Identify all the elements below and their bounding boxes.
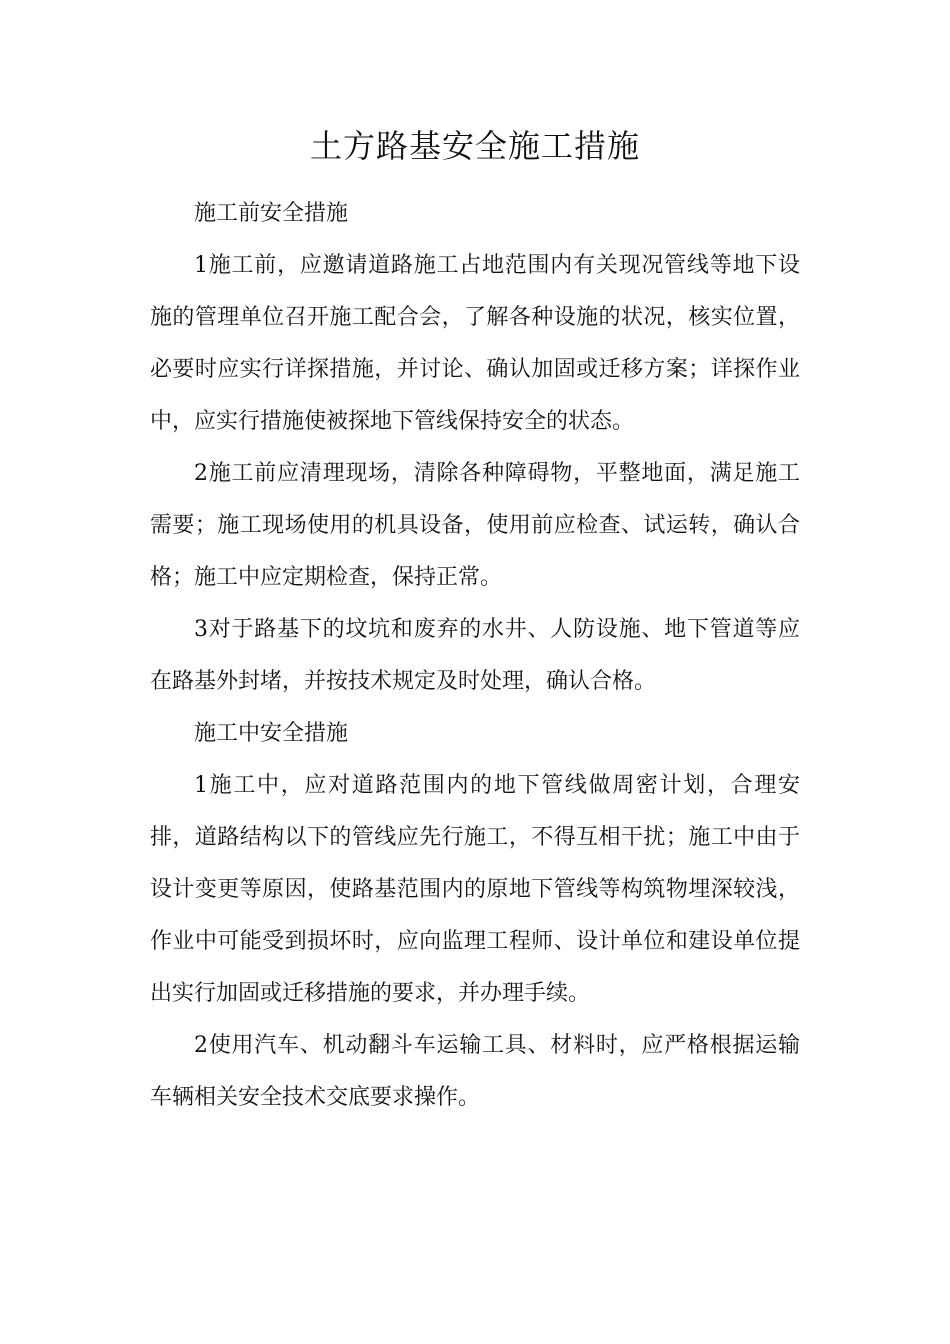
paragraph: 1施工前，应邀请道路施工占地范围内有关现况管线等地下设施的管理单位召开施工配合会，了解各种设施的状况，核实位置，必要时应实行详探措施，并讨论、确认加固或迁移方案；详探作业中，应实行措施使被探地下管线保持安全的状态。	[150, 253, 800, 434]
document-title: 土方路基安全施工措施	[309, 127, 640, 165]
section-heading-during-construction: 施工中安全措施	[194, 721, 349, 746]
paragraph: 1施工中，应对道路范围内的地下管线做周密计划，合理安排，道路结构以下的管线应先行施工，不得互相干扰；施工中由于设计变更等原因，使路基范围内的原地下管线等构筑物埋深较浅，作业中可能受到损坏时，应向监理工程师、设计单位和建设单位提出实行加固或迁移措施的要求，并办理手续。	[150, 773, 800, 1006]
paragraph: 2使用汽车、机动翻斗车运输工具、材料时，应严格根据运输车辆相关安全技术交底要求操作。	[150, 1033, 800, 1110]
paragraph: 3对于路基下的坟坑和废弃的水井、人防设施、地下管道等应在路基外封堵，并按技术规定及时处理，确认合格。	[150, 617, 800, 694]
paragraph: 2施工前应清理现场，清除各种障碍物，平整地面，满足施工需要；施工现场使用的机具设备，使用前应检查、试运转，确认合格；施工中应定期检查，保持正常。	[150, 461, 800, 590]
section-heading-before-construction: 施工前安全措施	[194, 201, 349, 226]
document-body	[150, 188, 800, 1124]
